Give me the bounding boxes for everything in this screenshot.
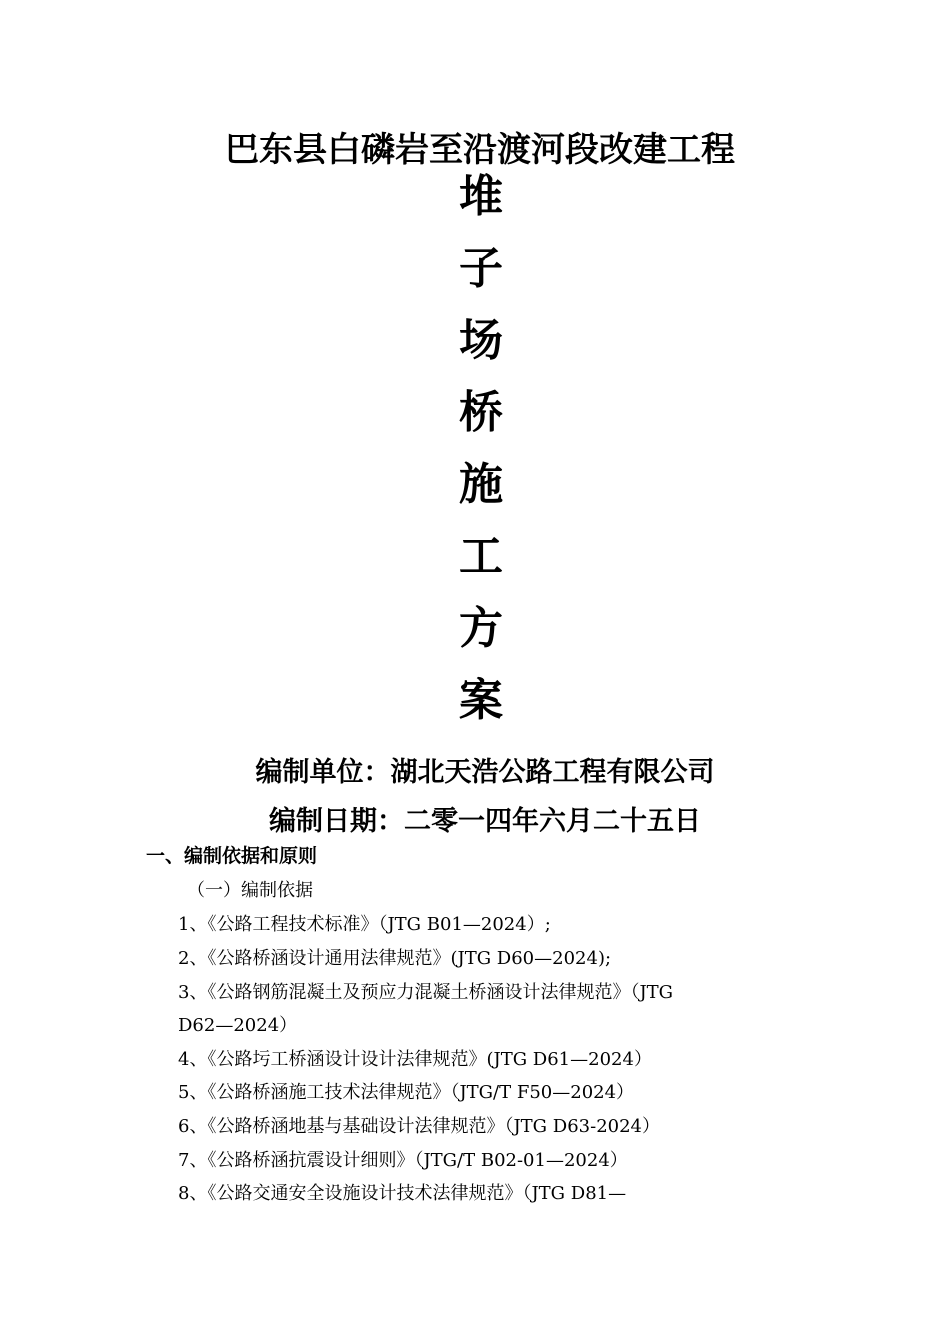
reference-item: 4、《公路圬工桥涵设计设计法律规范》(JTG D61—2024） xyxy=(178,1049,652,1070)
plan-title-char: 工 xyxy=(459,531,503,582)
plan-title-char: 方 xyxy=(459,603,503,654)
reference-item: 1、《公路工程技术标准》（JTG B01—2024）; xyxy=(178,914,551,935)
reference-item: 7、《公路桥涵抗震设计细则》（JTG/T B02-01—2024） xyxy=(178,1150,628,1171)
reference-item-continuation: D62—2024） xyxy=(178,1015,298,1036)
compile-date-line: 编制日期：二零一四年六月二十五日 xyxy=(269,806,701,837)
reference-item: 5、《公路桥涵施工技术法律规范》（JTG/T F50—2024） xyxy=(178,1082,635,1103)
reference-item: 3、《公路钢筋混凝土及预应力混凝土桥涵设计法律规范》（JTG xyxy=(178,982,674,1003)
plan-title-char: 施 xyxy=(459,459,503,510)
plan-title-char: 堆 xyxy=(459,171,503,222)
reference-item: 6、《公路桥涵地基与基础设计法律规范》（JTG D63-2024） xyxy=(178,1116,660,1137)
plan-title-char: 场 xyxy=(459,315,503,366)
reference-item: 8、《公路交通安全设施设计技术法律规范》（JTG D81— xyxy=(178,1183,627,1204)
section-heading: 一、编制依据和原则 xyxy=(146,845,318,867)
reference-item: 2、《公路桥涵设计通用法律规范》(JTG D60—2024); xyxy=(178,948,612,969)
plan-title-char: 子 xyxy=(459,243,503,294)
compiler-line: 编制单位：湖北天浩公路工程有限公司 xyxy=(255,757,715,788)
plan-title-char: 桥 xyxy=(459,387,503,438)
subsection-heading: （一）编制依据 xyxy=(187,880,313,901)
plan-title-char: 案 xyxy=(459,675,503,726)
project-title: 巴东县白磷岩至沿渡河段改建工程 xyxy=(225,130,735,170)
